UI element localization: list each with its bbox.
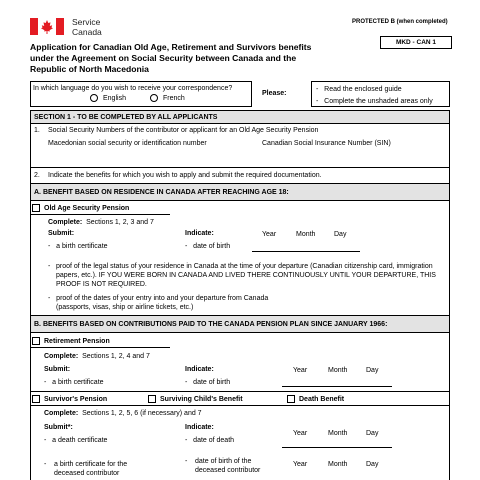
survivor-label: Survivor's Pension (44, 396, 108, 403)
instruction-2: - Complete the unshaded areas only (316, 98, 433, 105)
surv-year-label: Year (293, 430, 308, 437)
brand-canada: Canada (72, 27, 102, 37)
radio-french-label: French (163, 95, 185, 102)
surv-birth-cert-dec: - a birth certificate for the deceased contributor (44, 461, 128, 477)
brand-service: Service (72, 17, 101, 27)
death-label: Death Benefit (299, 396, 345, 403)
surv-dec-day-label: Day (366, 461, 379, 468)
oas-proof-legal: - proof of the legal status of your residence in Canada at the time of your departure (Canadian citizenship card, immigration papers, etc.). IF YOU WERE BORN IN CANADA AND LIVED THERE CONTINUOUSLY UNTIL YOUR DEPARTURE, THIS PROOF IS NOT REQUIRED. (48, 263, 436, 288)
survivor-checkbox-icon[interactable] (32, 395, 40, 403)
oas-submit-label: Submit: (48, 230, 75, 237)
death-checkbox[interactable] (287, 395, 344, 404)
retirement-checkbox[interactable] (32, 337, 110, 346)
radio-english-label: English (103, 95, 126, 102)
child-label: Surviving Child's Benefit (160, 396, 243, 403)
sectionB-title: B. BENEFITS BASED ON CONTRIBUTIONS PAID TO THE CANADA PENSION PLAN SINCE JANUARY 1966: (34, 321, 388, 328)
canada-flag-icon (30, 18, 64, 35)
protected-label: PROTECTED B (when completed) (352, 19, 448, 25)
instructions-box (311, 81, 450, 107)
child-checkbox-icon[interactable] (148, 395, 156, 403)
radio-english[interactable] (90, 94, 126, 103)
surv-complete: Complete: Sections 1, 2, 5, 6 (if necessary) and 7 (44, 410, 202, 417)
q2-number: 2. (34, 172, 40, 179)
oas-proof-dates: - proof of the dates of your entry into and your departure from Canada (48, 295, 269, 302)
surv-submit-label: Submit*: (44, 424, 73, 431)
please-label: Please: (262, 90, 287, 97)
q2-text: Indicate the benefits for which you wish to apply and submit the required documentation. (48, 172, 322, 179)
oas-complete: Complete: Sections 1, 2, 3 and 7 (48, 219, 154, 226)
sectionA-title: A. BENEFIT BASED ON RESIDENCE IN CANADA AFTER REACHING AGE 18: (34, 189, 289, 196)
surv-death-cert: - a death certificate (44, 437, 108, 444)
surv-date-birth-dec: - date of birth of the deceased contributor (185, 458, 261, 474)
q1-text: Social Security Numbers of the contributor or applicant for an Old Age Security Pension (48, 127, 319, 134)
language-question: In which language do you wish to receive your correspondence? (33, 85, 233, 92)
q1-number: 1. (34, 127, 40, 134)
oas-birth-cert: - a birth certificate (48, 243, 108, 250)
ret-date-birth: - date of birth (185, 379, 231, 386)
survivor-checkbox[interactable] (32, 395, 107, 404)
ret-month-label: Month (328, 367, 348, 374)
ret-birth-cert: - a birth certificate (44, 379, 104, 386)
q1-macedonian-label: Macedonian social security or identification number (48, 140, 207, 147)
oas-checkbox-icon[interactable] (32, 204, 40, 212)
ret-complete: Complete: Sections 1, 2, 4 and 7 (44, 353, 150, 360)
form-title: Application for Canadian Old Age, Retirement and Survivors benefits under the Agreement on Social Security between Canada and the Republic of North Macedonia (30, 42, 312, 74)
form-code-box: MKD - CAN 1 (380, 36, 452, 49)
radio-french[interactable] (150, 94, 185, 103)
oas-proof-dates-2: (passports, visas, ship or airline tickets, etc.) (56, 304, 194, 311)
oas-year-label: Year (262, 231, 277, 238)
oas-day-label: Day (334, 231, 347, 238)
oas-indicate-label: Indicate: (185, 230, 214, 237)
surv-dod-field[interactable] (282, 447, 392, 448)
ret-submit-label: Submit: (44, 366, 71, 373)
surv-indicate-label: Indicate: (185, 424, 214, 431)
oas-month-label: Month (296, 231, 316, 238)
child-checkbox[interactable] (148, 395, 243, 404)
death-checkbox-icon[interactable] (287, 395, 295, 403)
oas-dob-field[interactable] (252, 251, 360, 252)
surv-dec-month-label: Month (328, 461, 348, 468)
section1-title: SECTION 1 - TO BE COMPLETED BY ALL APPLICANTS (34, 114, 218, 121)
surv-day-label: Day (366, 430, 379, 437)
ret-day-label: Day (366, 367, 379, 374)
ret-dob-field[interactable] (282, 386, 392, 387)
q1-canadian-label: Canadian Social Insurance Number (SIN) (262, 140, 391, 147)
oas-date-birth: - date of birth (185, 243, 231, 250)
radio-english-icon[interactable] (90, 94, 98, 102)
surv-dec-year-label: Year (293, 461, 308, 468)
ret-year-label: Year (293, 367, 308, 374)
surv-month-label: Month (328, 430, 348, 437)
radio-french-icon[interactable] (150, 94, 158, 102)
retirement-label: Retirement Pension (44, 338, 110, 345)
language-box (30, 81, 252, 107)
instruction-1: - Read the enclosed guide (316, 86, 402, 93)
oas-checkbox[interactable] (32, 204, 129, 213)
ret-indicate-label: Indicate: (185, 366, 214, 373)
oas-label: Old Age Security Pension (44, 205, 130, 212)
surv-date-death: - date of death (185, 437, 235, 444)
retirement-checkbox-icon[interactable] (32, 337, 40, 345)
